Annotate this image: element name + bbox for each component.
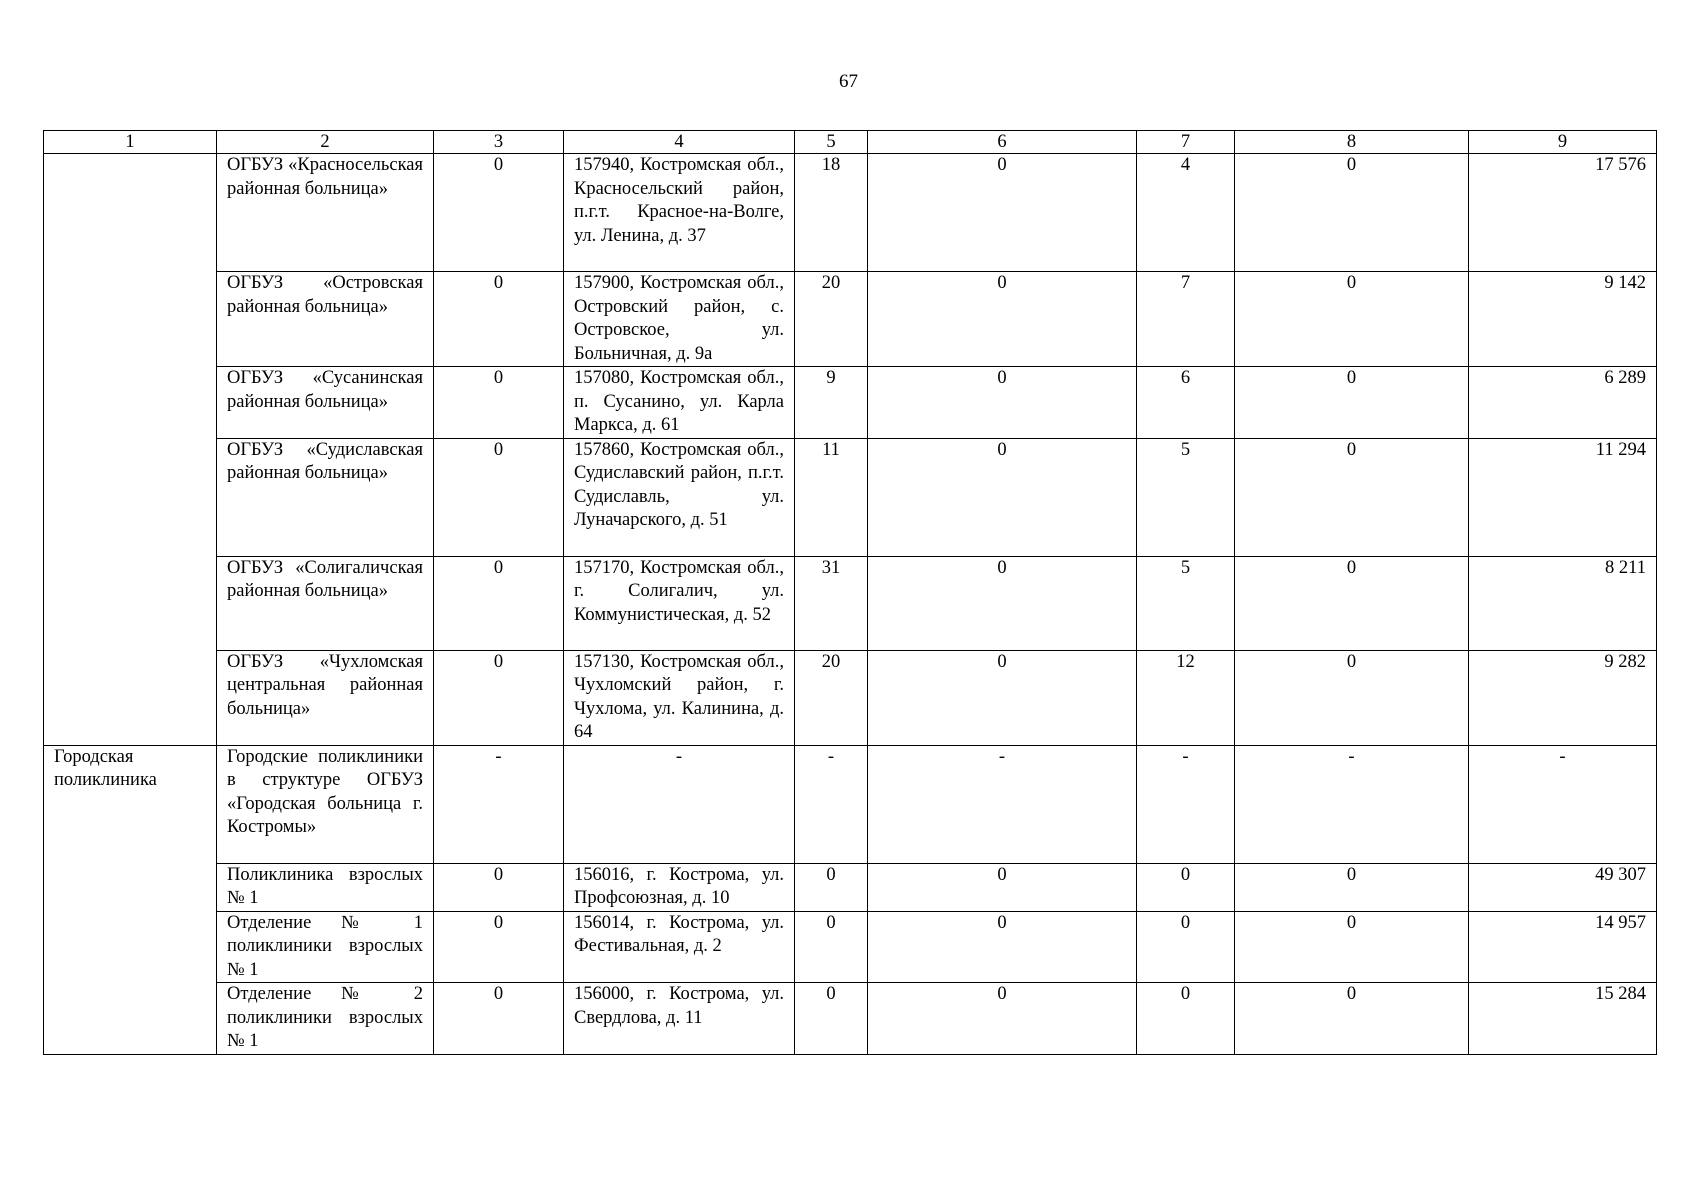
cell-col-3: 0 — [434, 983, 564, 1055]
column-number: 3 — [434, 131, 564, 154]
cell-col-8: - — [1235, 745, 1469, 863]
cell-col-9: 49 307 — [1469, 863, 1657, 911]
institution-name: Поликлиника взрослых № 1 — [217, 863, 434, 911]
cell-col-5: 31 — [795, 556, 868, 650]
cell-col-6: 0 — [868, 272, 1137, 367]
cell-col-7: 7 — [1137, 272, 1235, 367]
address-cell: 156014, г. Кострома, ул. Фестивальная, д. 2 — [564, 911, 795, 983]
cell-col-8: 0 — [1235, 863, 1469, 911]
institution-name: Городские поликлиники в структуре ОГБУЗ «Городская больница г. Костромы» — [217, 745, 434, 863]
cell-col-9: 9 142 — [1469, 272, 1657, 367]
cell-col-5: 9 — [795, 367, 868, 439]
column-number: 1 — [44, 131, 217, 154]
institution-name: ОГБУЗ «Солигаличская районная больница» — [217, 556, 434, 650]
cell-col-7: 6 — [1137, 367, 1235, 439]
cell-col-5: - — [795, 745, 868, 863]
cell-col-9: 11 294 — [1469, 438, 1657, 556]
cell-col-8: 0 — [1235, 911, 1469, 983]
cell-col-6: 0 — [868, 911, 1137, 983]
table-row — [44, 367, 1657, 439]
cell-col-7: 0 — [1137, 863, 1235, 911]
column-number: 2 — [217, 131, 434, 154]
institution-name: Отделение № 2 поликлиники взрослых № 1 — [217, 983, 434, 1055]
cell-col-8: 0 — [1235, 650, 1469, 745]
table-row — [44, 650, 1657, 745]
institution-name: ОГБУЗ «Чухломская центральная районная больница» — [217, 650, 434, 745]
cell-col-3: 0 — [434, 154, 564, 272]
column-number: 4 — [564, 131, 795, 154]
institution-name: ОГБУЗ «Судиславская районная больница» — [217, 438, 434, 556]
page-number: 67 — [839, 71, 858, 92]
table-row — [44, 438, 1657, 556]
cell-col-7: 0 — [1137, 911, 1235, 983]
cell-col-6: 0 — [868, 154, 1137, 272]
table-row — [44, 745, 1657, 863]
column-number: 5 — [795, 131, 868, 154]
cell-col-9: 14 957 — [1469, 911, 1657, 983]
cell-col-6: 0 — [868, 367, 1137, 439]
address-cell: 157170, Костромская обл., г. Солигалич, ул. Коммунистическая, д. 52 — [564, 556, 795, 650]
table-row — [44, 154, 1657, 272]
table-row — [44, 272, 1657, 367]
table-row — [44, 863, 1657, 911]
table-row — [44, 911, 1657, 983]
cell-col-8: 0 — [1235, 154, 1469, 272]
cell-col-8: 0 — [1235, 367, 1469, 439]
cell-col-7: 12 — [1137, 650, 1235, 745]
institution-name: ОГБУЗ «Сусанинская районная больница» — [217, 367, 434, 439]
address-cell: 157130, Костромская обл., Чухломский район, г. Чухлома, ул. Калинина, д. 64 — [564, 650, 795, 745]
cell-col-5: 0 — [795, 983, 868, 1055]
column-number: 6 — [868, 131, 1137, 154]
cell-col-9: 8 211 — [1469, 556, 1657, 650]
data-table — [43, 130, 1657, 1055]
cell-col-5: 11 — [795, 438, 868, 556]
cell-col-8: 0 — [1235, 556, 1469, 650]
cell-col-9: - — [1469, 745, 1657, 863]
cell-col-6: 0 — [868, 983, 1137, 1055]
cell-col-5: 18 — [795, 154, 868, 272]
cell-col-3: 0 — [434, 863, 564, 911]
cell-col-3: 0 — [434, 367, 564, 439]
cell-col-3: 0 — [434, 911, 564, 983]
address-cell: 156000, г. Кострома, ул. Свердлова, д. 11 — [564, 983, 795, 1055]
cell-col-7: - — [1137, 745, 1235, 863]
column-number: 8 — [1235, 131, 1469, 154]
address-cell: 157860, Костромская обл., Судиславский район, п.г.т. Судиславль, ул. Луначарского, д. 51 — [564, 438, 795, 556]
cell-col-7: 5 — [1137, 556, 1235, 650]
cell-col-5: 0 — [795, 911, 868, 983]
address-cell: 156016, г. Кострома, ул. Профсоюзная, д. 10 — [564, 863, 795, 911]
institution-name: Отделение № 1 поликлиники взрослых № 1 — [217, 911, 434, 983]
cell-col-7: 0 — [1137, 983, 1235, 1055]
cell-col-7: 4 — [1137, 154, 1235, 272]
table-row — [44, 983, 1657, 1055]
cell-col-7: 5 — [1137, 438, 1235, 556]
category-cell: Городская поликлиника — [44, 745, 217, 1054]
cell-col-3: 0 — [434, 272, 564, 367]
column-number: 7 — [1137, 131, 1235, 154]
cell-col-3: - — [434, 745, 564, 863]
column-number: 9 — [1469, 131, 1657, 154]
cell-col-8: 0 — [1235, 272, 1469, 367]
address-cell: 157900, Костромская обл., Островский район, с. Островское, ул. Больничная, д. 9а — [564, 272, 795, 367]
cell-col-9: 9 282 — [1469, 650, 1657, 745]
cell-col-3: 0 — [434, 650, 564, 745]
cell-col-9: 6 289 — [1469, 367, 1657, 439]
cell-col-6: 0 — [868, 438, 1137, 556]
address-cell: 157080, Костромская обл., п. Сусанино, ул. Карла Маркса, д. 61 — [564, 367, 795, 439]
table-row — [44, 556, 1657, 650]
cell-col-6: 0 — [868, 863, 1137, 911]
cell-col-9: 15 284 — [1469, 983, 1657, 1055]
cell-col-9: 17 576 — [1469, 154, 1657, 272]
cell-col-3: 0 — [434, 556, 564, 650]
cell-col-3: 0 — [434, 438, 564, 556]
institution-name: ОГБУЗ «Островская районная больница» — [217, 272, 434, 367]
cell-col-5: 0 — [795, 863, 868, 911]
cell-col-5: 20 — [795, 272, 868, 367]
cell-col-6: 0 — [868, 650, 1137, 745]
category-cell — [44, 154, 217, 746]
address-cell: - — [564, 745, 795, 863]
cell-col-8: 0 — [1235, 438, 1469, 556]
address-cell: 157940, Костромская обл., Красносельский район, п.г.т. Красное-на-Волге, ул. Ленина, д. 37 — [564, 154, 795, 272]
cell-col-6: 0 — [868, 556, 1137, 650]
cell-col-5: 20 — [795, 650, 868, 745]
cell-col-6: - — [868, 745, 1137, 863]
institution-name: ОГБУЗ «Красносельская районная больница» — [217, 154, 434, 272]
cell-col-8: 0 — [1235, 983, 1469, 1055]
column-number-row — [44, 131, 1657, 154]
